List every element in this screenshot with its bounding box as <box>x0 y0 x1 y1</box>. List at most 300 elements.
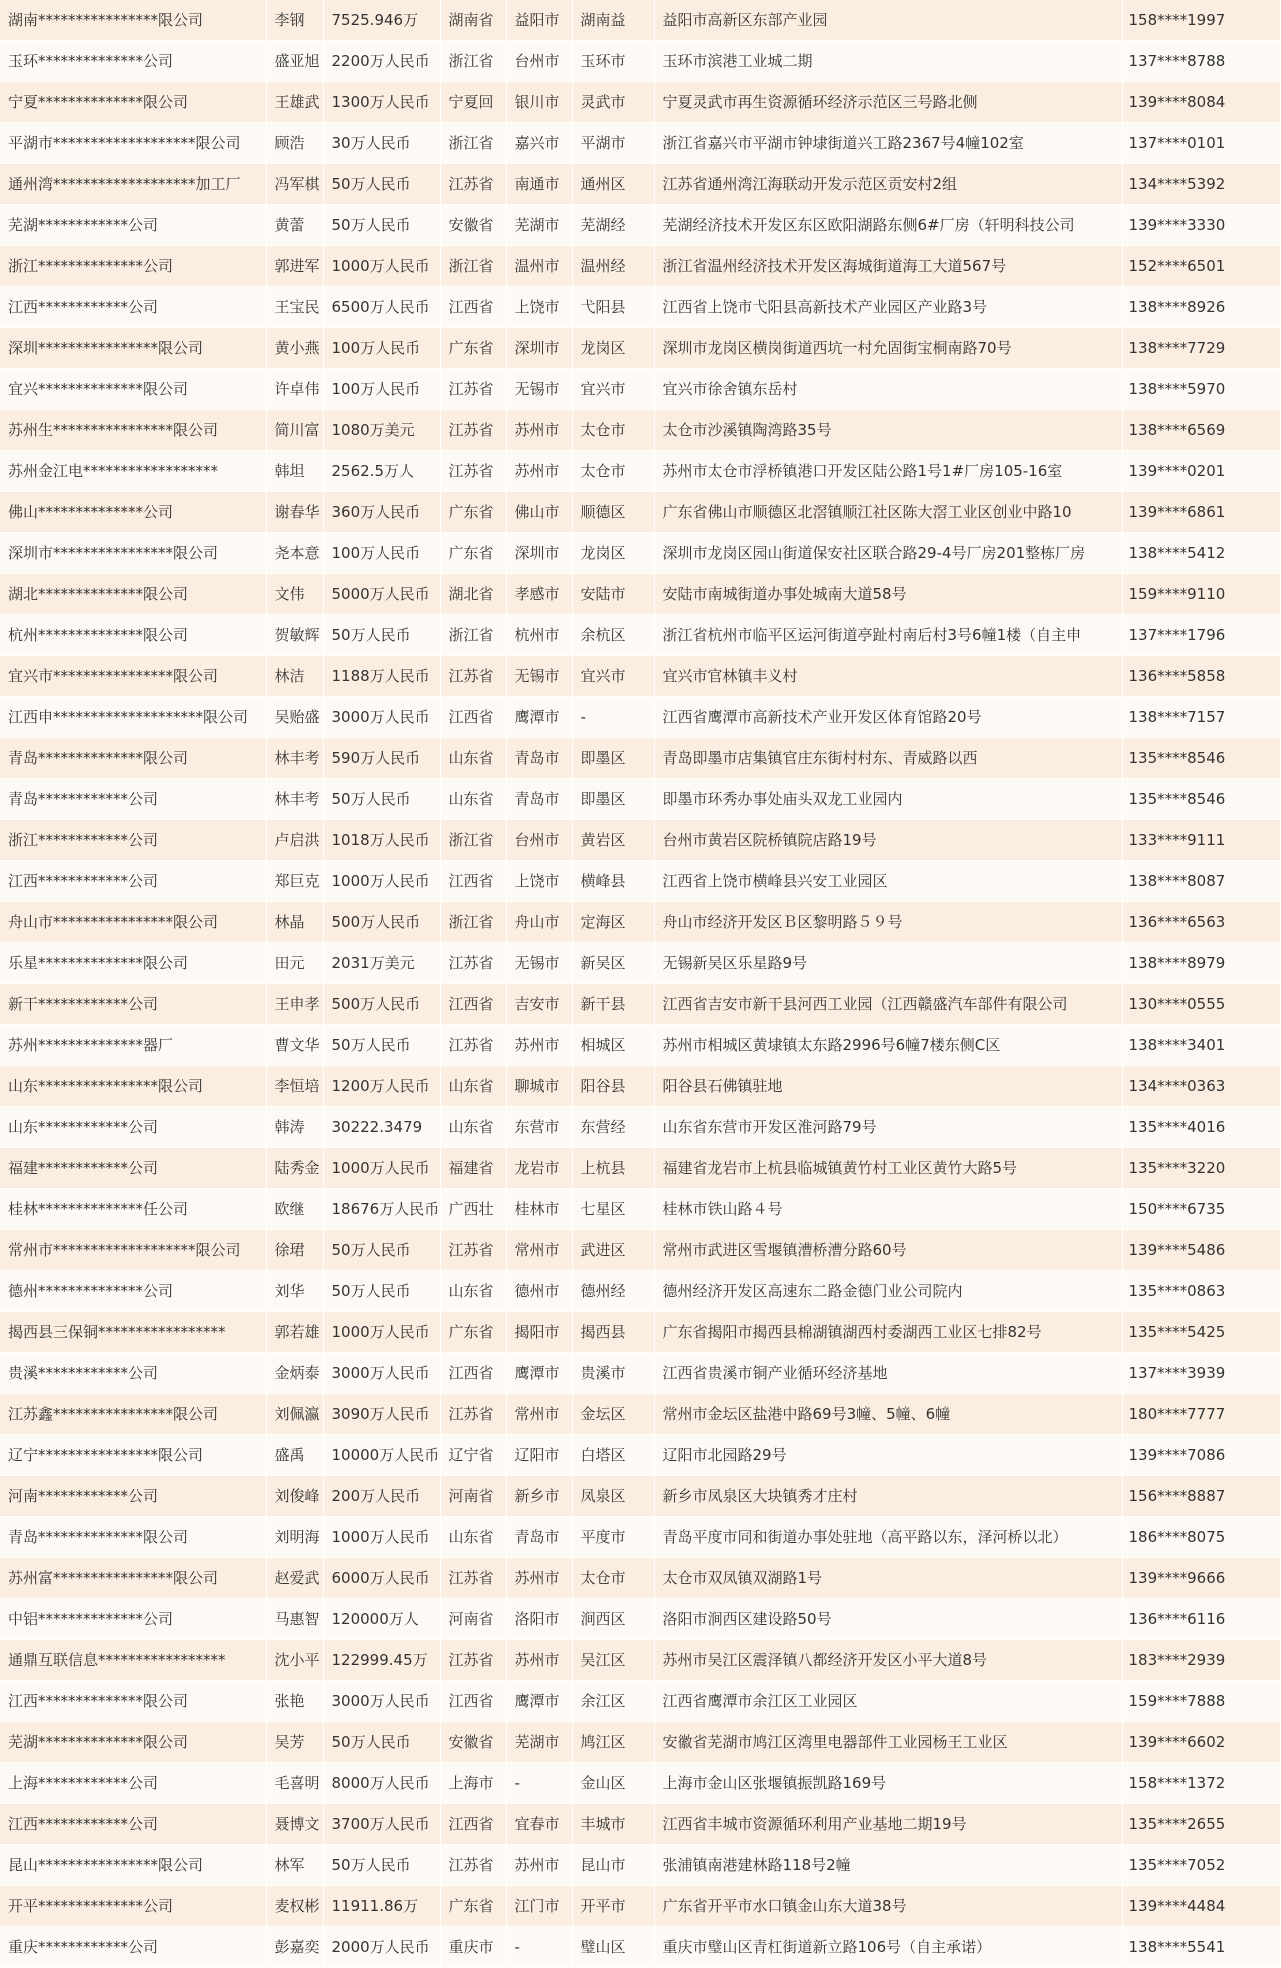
city-cell: 江门市 <box>506 1886 572 1927</box>
table-row <box>0 1435 1280 1476</box>
province-cell: 江苏省 <box>440 1640 506 1681</box>
district-cell: 黄岩区 <box>572 820 654 861</box>
province-cell: 山东省 <box>440 1066 506 1107</box>
province-cell: 河南省 <box>440 1476 506 1517</box>
phone-cell: 152****6501 <box>1122 246 1280 287</box>
province-cell: 江苏省 <box>440 410 506 451</box>
province-cell: 山东省 <box>440 779 506 820</box>
district-cell: 开平市 <box>572 1886 654 1927</box>
phone-cell: 139****6602 <box>1122 1722 1280 1763</box>
province-cell: 湖南省 <box>440 0 506 41</box>
phone-cell: 135****8546 <box>1122 738 1280 779</box>
province-cell: 安徽省 <box>440 205 506 246</box>
address-cell: 山东省东营市开发区淮河路79号 <box>654 1107 1122 1148</box>
district-cell: 揭西县 <box>572 1312 654 1353</box>
district-cell: 金坛区 <box>572 1394 654 1435</box>
address-cell: 江西省鹰潭市余江区工业园区 <box>654 1681 1122 1722</box>
city-cell: 无锡市 <box>506 943 572 984</box>
legal-rep-cell: 尧本意 <box>266 533 323 574</box>
company-name-cell: 湖南****************限公司 <box>0 0 266 41</box>
registered-capital-cell: 11911.86万 <box>323 1886 440 1927</box>
district-cell: 通州区 <box>572 164 654 205</box>
table-row <box>0 779 1280 820</box>
district-cell: 宜兴市 <box>572 369 654 410</box>
registered-capital-cell: 1000万人民币 <box>323 1312 440 1353</box>
city-cell: 温州市 <box>506 246 572 287</box>
address-cell: 宁夏灵武市再生资源循环经济示范区三号路北侧 <box>654 82 1122 123</box>
city-cell: 上饶市 <box>506 861 572 902</box>
city-cell: 南通市 <box>506 164 572 205</box>
legal-rep-cell: 金炳泰 <box>266 1353 323 1394</box>
district-cell: 余江区 <box>572 1681 654 1722</box>
legal-rep-cell: 林丰考 <box>266 738 323 779</box>
company-name-cell: 江西************公司 <box>0 287 266 328</box>
phone-cell: 135****3220 <box>1122 1148 1280 1189</box>
company-name-cell: 宜兴市****************限公司 <box>0 656 266 697</box>
city-cell: 杭州市 <box>506 615 572 656</box>
address-cell: 苏州市太仓市浮桥镇港口开发区陆公路1号1#厂房105-16室 <box>654 451 1122 492</box>
address-cell: 江西省贵溪市铜产业循环经济基地 <box>654 1353 1122 1394</box>
address-cell: 舟山市经济开发区Ｂ区黎明路５９号 <box>654 902 1122 943</box>
city-cell: 聊城市 <box>506 1066 572 1107</box>
district-cell: 顺德区 <box>572 492 654 533</box>
company-name-cell: 杭州**************限公司 <box>0 615 266 656</box>
company-name-cell: 宜兴**************限公司 <box>0 369 266 410</box>
address-cell: 新乡市凤泉区大块镇秀才庄村 <box>654 1476 1122 1517</box>
registered-capital-cell: 18676万人民币 <box>323 1189 440 1230</box>
registered-capital-cell: 10000万人民币 <box>323 1435 440 1476</box>
registered-capital-cell: 1018万人民币 <box>323 820 440 861</box>
table-row <box>0 738 1280 779</box>
city-cell: 青岛市 <box>506 779 572 820</box>
company-name-cell: 开平**************公司 <box>0 1886 266 1927</box>
address-cell: 青岛即墨市店集镇官庄东街村村东、青威路以西 <box>654 738 1122 779</box>
company-name-cell: 重庆************公司 <box>0 1927 266 1968</box>
address-cell: 江西省鹰潭市高新技术产业开发区体育馆路20号 <box>654 697 1122 738</box>
table-row <box>0 328 1280 369</box>
company-name-cell: 苏州**************器厂 <box>0 1025 266 1066</box>
registered-capital-cell: 50万人民币 <box>323 205 440 246</box>
address-cell: 广东省佛山市顺德区北滘镇顺江社区陈大滘工业区创业中路10 <box>654 492 1122 533</box>
company-name-cell: 深圳****************限公司 <box>0 328 266 369</box>
city-cell: 无锡市 <box>506 656 572 697</box>
registered-capital-cell: 50万人民币 <box>323 1230 440 1271</box>
phone-cell: 136****5858 <box>1122 656 1280 697</box>
district-cell: 昆山市 <box>572 1845 654 1886</box>
company-name-cell: 江苏鑫****************限公司 <box>0 1394 266 1435</box>
address-cell: 广东省开平市水口镇金山东大道38号 <box>654 1886 1122 1927</box>
registered-capital-cell: 3000万人民币 <box>323 697 440 738</box>
registered-capital-cell: 50万人民币 <box>323 1025 440 1066</box>
table-row <box>0 615 1280 656</box>
phone-cell: 139****7086 <box>1122 1435 1280 1476</box>
table-row <box>0 820 1280 861</box>
table-row <box>0 451 1280 492</box>
province-cell: 浙江省 <box>440 902 506 943</box>
registered-capital-cell: 100万人民币 <box>323 328 440 369</box>
registered-capital-cell: 3090万人民币 <box>323 1394 440 1435</box>
district-cell: 横峰县 <box>572 861 654 902</box>
table-row <box>0 1845 1280 1886</box>
company-name-cell: 青岛************公司 <box>0 779 266 820</box>
registered-capital-cell: 8000万人民币 <box>323 1763 440 1804</box>
district-cell: 太仓市 <box>572 451 654 492</box>
phone-cell: 138****8087 <box>1122 861 1280 902</box>
company-name-cell: 芜湖**************限公司 <box>0 1722 266 1763</box>
legal-rep-cell: 刘俊峰 <box>266 1476 323 1517</box>
registered-capital-cell: 1188万人民币 <box>323 656 440 697</box>
registered-capital-cell: 50万人民币 <box>323 1845 440 1886</box>
registered-capital-cell: 30万人民币 <box>323 123 440 164</box>
city-cell: - <box>506 1927 572 1968</box>
phone-cell: 180****7777 <box>1122 1394 1280 1435</box>
registered-capital-cell: 500万人民币 <box>323 984 440 1025</box>
province-cell: 江苏省 <box>440 451 506 492</box>
registered-capital-cell: 1200万人民币 <box>323 1066 440 1107</box>
district-cell: 贵溪市 <box>572 1353 654 1394</box>
company-name-cell: 辽宁****************限公司 <box>0 1435 266 1476</box>
district-cell: 宜兴市 <box>572 656 654 697</box>
phone-cell: 138****8926 <box>1122 287 1280 328</box>
table-row <box>0 1394 1280 1435</box>
address-cell: 苏州市相城区黄埭镇太东路2996号6幢7楼东侧C区 <box>654 1025 1122 1066</box>
company-name-cell: 山东************公司 <box>0 1107 266 1148</box>
company-name-cell: 德州**************公司 <box>0 1271 266 1312</box>
address-cell: 无锡新吴区乐星路9号 <box>654 943 1122 984</box>
company-name-cell: 山东****************限公司 <box>0 1066 266 1107</box>
district-cell: 东营经 <box>572 1107 654 1148</box>
province-cell: 广东省 <box>440 1312 506 1353</box>
legal-rep-cell: 韩涛 <box>266 1107 323 1148</box>
province-cell: 浙江省 <box>440 41 506 82</box>
phone-cell: 139****9666 <box>1122 1558 1280 1599</box>
city-cell: 龙岩市 <box>506 1148 572 1189</box>
legal-rep-cell: 麦权彬 <box>266 1886 323 1927</box>
company-name-cell: 中铝**************公司 <box>0 1599 266 1640</box>
registered-capital-cell: 122999.45万 <box>323 1640 440 1681</box>
table-row <box>0 984 1280 1025</box>
legal-rep-cell: 贺敏辉 <box>266 615 323 656</box>
table-row <box>0 246 1280 287</box>
legal-rep-cell: 赵爱武 <box>266 1558 323 1599</box>
company-name-cell: 苏州生****************限公司 <box>0 410 266 451</box>
phone-cell: 183****2939 <box>1122 1640 1280 1681</box>
registered-capital-cell: 50万人民币 <box>323 1271 440 1312</box>
city-cell: 台州市 <box>506 820 572 861</box>
phone-cell: 139****6861 <box>1122 492 1280 533</box>
table-row <box>0 1353 1280 1394</box>
table-row <box>0 164 1280 205</box>
address-cell: 安陆市南城街道办事处城南大道58号 <box>654 574 1122 615</box>
registered-capital-cell: 100万人民币 <box>323 369 440 410</box>
phone-cell: 137****1796 <box>1122 615 1280 656</box>
company-name-cell: 揭西县三保铜***************** <box>0 1312 266 1353</box>
city-cell: 台州市 <box>506 41 572 82</box>
province-cell: 安徽省 <box>440 1722 506 1763</box>
registered-capital-cell: 50万人民币 <box>323 615 440 656</box>
district-cell: 玉环市 <box>572 41 654 82</box>
company-name-cell: 江西************公司 <box>0 1804 266 1845</box>
company-name-cell: 芜湖************公司 <box>0 205 266 246</box>
legal-rep-cell: 张艳 <box>266 1681 323 1722</box>
phone-cell: 138****7157 <box>1122 697 1280 738</box>
district-cell: 白塔区 <box>572 1435 654 1476</box>
province-cell: 江西省 <box>440 984 506 1025</box>
table-row <box>0 574 1280 615</box>
district-cell: 凤泉区 <box>572 1476 654 1517</box>
address-cell: 洛阳市涧西区建设路50号 <box>654 1599 1122 1640</box>
province-cell: 江西省 <box>440 861 506 902</box>
city-cell: 苏州市 <box>506 1640 572 1681</box>
phone-cell: 137****8788 <box>1122 41 1280 82</box>
legal-rep-cell: 聂博文 <box>266 1804 323 1845</box>
province-cell: 江苏省 <box>440 1025 506 1066</box>
table-row <box>0 1148 1280 1189</box>
city-cell: 益阳市 <box>506 0 572 41</box>
table-row <box>0 0 1280 41</box>
province-cell: 江苏省 <box>440 656 506 697</box>
address-cell: 宜兴市徐舍镇东岳村 <box>654 369 1122 410</box>
city-cell: 嘉兴市 <box>506 123 572 164</box>
registered-capital-cell: 6000万人民币 <box>323 1558 440 1599</box>
company-name-cell: 江西申********************限公司 <box>0 697 266 738</box>
company-name-cell: 青岛**************限公司 <box>0 738 266 779</box>
district-cell: 太仓市 <box>572 410 654 451</box>
legal-rep-cell: 简川富 <box>266 410 323 451</box>
legal-rep-cell: 盛亚旭 <box>266 41 323 82</box>
address-cell: 浙江省杭州市临平区运河街道亭趾村南后村3号6幢1楼（自主申 <box>654 615 1122 656</box>
address-cell: 浙江省温州经济技术开发区海城街道海工大道567号 <box>654 246 1122 287</box>
registered-capital-cell: 2000万人民币 <box>323 1927 440 1968</box>
province-cell: 广东省 <box>440 1886 506 1927</box>
address-cell: 玉环市滨港工业城二期 <box>654 41 1122 82</box>
city-cell: 深圳市 <box>506 533 572 574</box>
city-cell: - <box>506 1763 572 1804</box>
district-cell: 七星区 <box>572 1189 654 1230</box>
legal-rep-cell: 韩坦 <box>266 451 323 492</box>
city-cell: 辽阳市 <box>506 1435 572 1476</box>
address-cell: 青岛平度市同和街道办事处驻地（高平路以东，泽河桥以北） <box>654 1517 1122 1558</box>
table-row <box>0 656 1280 697</box>
city-cell: 深圳市 <box>506 328 572 369</box>
city-cell: 芜湖市 <box>506 205 572 246</box>
phone-cell: 133****9111 <box>1122 820 1280 861</box>
address-cell: 广东省揭阳市揭西县棉湖镇湖西村委湖西工业区七排82号 <box>654 1312 1122 1353</box>
phone-cell: 135****8546 <box>1122 779 1280 820</box>
company-name-cell: 舟山市****************限公司 <box>0 902 266 943</box>
phone-cell: 158****1372 <box>1122 1763 1280 1804</box>
registered-capital-cell: 500万人民币 <box>323 902 440 943</box>
phone-cell: 136****6563 <box>1122 902 1280 943</box>
registered-capital-cell: 7525.946万 <box>323 0 440 41</box>
legal-rep-cell: 马惠智 <box>266 1599 323 1640</box>
city-cell: 常州市 <box>506 1230 572 1271</box>
phone-cell: 135****4016 <box>1122 1107 1280 1148</box>
phone-cell: 135****7052 <box>1122 1845 1280 1886</box>
company-name-cell: 河南************公司 <box>0 1476 266 1517</box>
company-name-cell: 乐星**************限公司 <box>0 943 266 984</box>
phone-cell: 159****9110 <box>1122 574 1280 615</box>
province-cell: 山东省 <box>440 738 506 779</box>
legal-rep-cell: 毛喜明 <box>266 1763 323 1804</box>
registered-capital-cell: 120000万人 <box>323 1599 440 1640</box>
city-cell: 鹰潭市 <box>506 1353 572 1394</box>
company-name-cell: 桂林**************任公司 <box>0 1189 266 1230</box>
district-cell: 芜湖经 <box>572 205 654 246</box>
legal-rep-cell: 冯军棋 <box>266 164 323 205</box>
address-cell: 桂林市铁山路４号 <box>654 1189 1122 1230</box>
table-row <box>0 902 1280 943</box>
phone-cell: 136****6116 <box>1122 1599 1280 1640</box>
address-cell: 常州市武进区雪堰镇漕桥漕分路60号 <box>654 1230 1122 1271</box>
district-cell: 温州经 <box>572 246 654 287</box>
city-cell: 孝感市 <box>506 574 572 615</box>
address-cell: 张浦镇南港建林路118号2幢 <box>654 1845 1122 1886</box>
registered-capital-cell: 50万人民币 <box>323 1722 440 1763</box>
address-cell: 江西省丰城市资源循环利用产业基地二期19号 <box>654 1804 1122 1845</box>
company-name-cell: 深圳市****************限公司 <box>0 533 266 574</box>
phone-cell: 138****8979 <box>1122 943 1280 984</box>
legal-rep-cell: 陆秀金 <box>266 1148 323 1189</box>
legal-rep-cell: 王宝民 <box>266 287 323 328</box>
district-cell: 上杭县 <box>572 1148 654 1189</box>
legal-rep-cell: 郭进军 <box>266 246 323 287</box>
legal-rep-cell: 王申孝 <box>266 984 323 1025</box>
company-name-cell: 宁夏**************限公司 <box>0 82 266 123</box>
district-cell: 涧西区 <box>572 1599 654 1640</box>
city-cell: 苏州市 <box>506 410 572 451</box>
city-cell: 无锡市 <box>506 369 572 410</box>
province-cell: 江西省 <box>440 1681 506 1722</box>
legal-rep-cell: 黄小燕 <box>266 328 323 369</box>
table-row <box>0 1927 1280 1968</box>
phone-cell: 139****3330 <box>1122 205 1280 246</box>
registered-capital-cell: 1000万人民币 <box>323 246 440 287</box>
registered-capital-cell: 2031万美元 <box>323 943 440 984</box>
phone-cell: 156****8887 <box>1122 1476 1280 1517</box>
registered-capital-cell: 6500万人民币 <box>323 287 440 328</box>
city-cell: 舟山市 <box>506 902 572 943</box>
company-name-cell: 通鼎互联信息***************** <box>0 1640 266 1681</box>
registered-capital-cell: 30222.3479 <box>323 1107 440 1148</box>
province-cell: 广东省 <box>440 533 506 574</box>
phone-cell: 139****5486 <box>1122 1230 1280 1271</box>
legal-rep-cell: 卢启洪 <box>266 820 323 861</box>
company-name-cell: 玉环**************公司 <box>0 41 266 82</box>
district-cell: 平湖市 <box>572 123 654 164</box>
district-cell: 新吴区 <box>572 943 654 984</box>
company-name-cell: 浙江************公司 <box>0 820 266 861</box>
company-name-cell: 江西**************限公司 <box>0 1681 266 1722</box>
legal-rep-cell: 刘佩瀛 <box>266 1394 323 1435</box>
legal-rep-cell: 彭嘉奕 <box>266 1927 323 1968</box>
district-cell: 太仓市 <box>572 1558 654 1599</box>
province-cell: 山东省 <box>440 1107 506 1148</box>
registered-capital-cell: 100万人民币 <box>323 533 440 574</box>
city-cell: 洛阳市 <box>506 1599 572 1640</box>
address-cell: 江西省吉安市新干县河西工业园（江西赣盛汽车部件有限公司 <box>654 984 1122 1025</box>
city-cell: 桂林市 <box>506 1189 572 1230</box>
registered-capital-cell: 5000万人民币 <box>323 574 440 615</box>
district-cell: 龙岗区 <box>572 533 654 574</box>
table-row <box>0 1640 1280 1681</box>
legal-rep-cell: 许卓伟 <box>266 369 323 410</box>
phone-cell: 158****1997 <box>1122 0 1280 41</box>
province-cell: 宁夏回 <box>440 82 506 123</box>
table-row <box>0 123 1280 164</box>
address-cell: 重庆市璧山区青杠街道新立路106号（自主承诺） <box>654 1927 1122 1968</box>
district-cell: 湖南益 <box>572 0 654 41</box>
district-cell: 武进区 <box>572 1230 654 1271</box>
province-cell: 河南省 <box>440 1599 506 1640</box>
city-cell: 青岛市 <box>506 738 572 779</box>
table-row <box>0 41 1280 82</box>
phone-cell: 138****3401 <box>1122 1025 1280 1066</box>
phone-cell: 138****5541 <box>1122 1927 1280 1968</box>
city-cell: 常州市 <box>506 1394 572 1435</box>
legal-rep-cell: 刘华 <box>266 1271 323 1312</box>
registered-capital-cell: 360万人民币 <box>323 492 440 533</box>
table-row <box>0 1517 1280 1558</box>
province-cell: 江苏省 <box>440 943 506 984</box>
address-cell: 深圳市龙岗区横岗街道西坑一村允固街宝桐南路70号 <box>654 328 1122 369</box>
city-cell: 青岛市 <box>506 1517 572 1558</box>
city-cell: 佛山市 <box>506 492 572 533</box>
registered-capital-cell: 1300万人民币 <box>323 82 440 123</box>
company-name-cell: 浙江**************公司 <box>0 246 266 287</box>
legal-rep-cell: 李钢 <box>266 0 323 41</box>
province-cell: 江苏省 <box>440 1845 506 1886</box>
registered-capital-cell: 1000万人民币 <box>323 1148 440 1189</box>
table-row <box>0 1681 1280 1722</box>
table-row <box>0 410 1280 451</box>
table-row <box>0 205 1280 246</box>
address-cell: 宜兴市官林镇丰义村 <box>654 656 1122 697</box>
company-name-cell: 新干************公司 <box>0 984 266 1025</box>
table-row <box>0 369 1280 410</box>
district-cell: 丰城市 <box>572 1804 654 1845</box>
registered-capital-cell: 200万人民币 <box>323 1476 440 1517</box>
district-cell: 龙岗区 <box>572 328 654 369</box>
phone-cell: 135****0863 <box>1122 1271 1280 1312</box>
province-cell: 江苏省 <box>440 1230 506 1271</box>
address-cell: 江西省上饶市弋阳县高新技术产业园区产业路3号 <box>654 287 1122 328</box>
table-row <box>0 861 1280 902</box>
legal-rep-cell: 曹文华 <box>266 1025 323 1066</box>
registered-capital-cell: 3000万人民币 <box>323 1353 440 1394</box>
legal-rep-cell: 林军 <box>266 1845 323 1886</box>
legal-rep-cell: 黄蕾 <box>266 205 323 246</box>
district-cell: 德州经 <box>572 1271 654 1312</box>
legal-rep-cell: 郭若雄 <box>266 1312 323 1353</box>
province-cell: 江苏省 <box>440 1394 506 1435</box>
phone-cell: 150****6735 <box>1122 1189 1280 1230</box>
district-cell: 即墨区 <box>572 738 654 779</box>
address-cell: 德州经济开发区高速东二路金德门业公司院内 <box>654 1271 1122 1312</box>
district-cell: 鸠江区 <box>572 1722 654 1763</box>
company-name-cell: 上海************公司 <box>0 1763 266 1804</box>
legal-rep-cell: 林晶 <box>266 902 323 943</box>
address-cell: 阳谷县石佛镇驻地 <box>654 1066 1122 1107</box>
address-cell: 辽阳市北园路29号 <box>654 1435 1122 1476</box>
district-cell: 平度市 <box>572 1517 654 1558</box>
legal-rep-cell: 田元 <box>266 943 323 984</box>
district-cell: 弋阳县 <box>572 287 654 328</box>
province-cell: 江西省 <box>440 697 506 738</box>
registered-capital-cell: 50万人民币 <box>323 779 440 820</box>
province-cell: 广东省 <box>440 328 506 369</box>
phone-cell: 186****8075 <box>1122 1517 1280 1558</box>
